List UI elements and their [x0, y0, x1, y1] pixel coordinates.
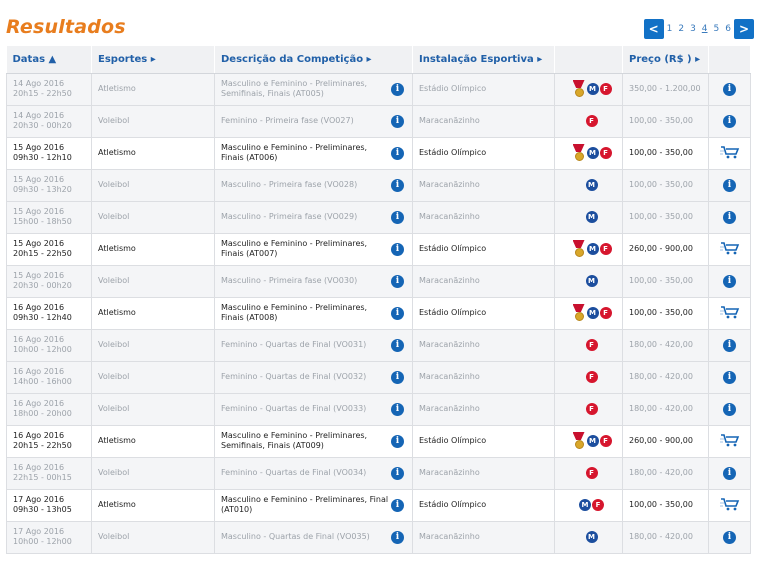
price-cell: 100,00 - 350,00 [623, 297, 709, 329]
action-cell[interactable] [709, 329, 751, 361]
description-cell [215, 265, 413, 297]
description-cell [215, 297, 413, 329]
description-cell [215, 233, 413, 265]
description-cell [215, 393, 413, 425]
action-cell[interactable] [709, 201, 751, 233]
date-text: 15 Ago 2016 [13, 207, 65, 216]
cart-icon [720, 497, 740, 511]
date-cell [7, 457, 92, 489]
info-icon[interactable]: i [391, 307, 404, 320]
venue-cell: Maracanãzinho [413, 201, 555, 233]
female-badge: F [600, 307, 612, 319]
female-badge: F [586, 371, 598, 383]
price-cell: 260,00 - 900,00 [623, 425, 709, 457]
info-icon[interactable]: i [723, 403, 736, 416]
male-badge: M [587, 243, 599, 255]
action-cell[interactable] [709, 393, 751, 425]
price-cell: 180,00 - 420,00 [623, 457, 709, 489]
results-table [6, 46, 751, 554]
price-cell: 100,00 - 350,00 [623, 105, 709, 137]
date-cell [7, 521, 92, 553]
description-cell [215, 73, 413, 105]
sport-cell: Voleibol [92, 265, 215, 297]
description-cell [215, 489, 413, 521]
info-icon[interactable]: i [391, 243, 404, 256]
action-cell[interactable] [709, 457, 751, 489]
date-cell [7, 489, 92, 521]
info-icon[interactable]: i [391, 275, 404, 288]
page-link-1[interactable]: 1 [666, 24, 673, 34]
date-cell [7, 329, 92, 361]
table-row [7, 361, 751, 393]
date-text: 15 Ago 2016 [13, 175, 65, 184]
action-cell[interactable] [709, 233, 751, 265]
col-header-datas[interactable]: Datas ▲ [7, 46, 92, 73]
action-cell[interactable] [709, 137, 751, 169]
info-icon[interactable]: i [391, 211, 404, 224]
time-text: 10h00 - 12h00 [13, 537, 72, 546]
description-text: Masculino e Feminino - Preliminares, Finais (AT007) [221, 239, 368, 258]
cart-icon [720, 433, 740, 447]
sport-cell: Atletismo [92, 489, 215, 521]
event-icons-cell [555, 137, 623, 169]
date-cell [7, 233, 92, 265]
date-cell [7, 73, 92, 105]
description-text: Feminino - Primeira fase (VO027) [221, 116, 354, 125]
table-header-row [7, 46, 751, 73]
date-cell [7, 137, 92, 169]
description-cell [215, 329, 413, 361]
venue-cell: Maracanãzinho [413, 329, 555, 361]
info-icon[interactable]: i [391, 403, 404, 416]
event-icons-cell [555, 329, 623, 361]
col-header-action [709, 46, 751, 73]
female-badge: F [586, 467, 598, 479]
table-row [7, 393, 751, 425]
date-text: 15 Ago 2016 [13, 271, 65, 280]
results-header [0, 0, 760, 44]
female-badge: F [592, 499, 604, 511]
info-icon[interactable]: i [723, 211, 736, 224]
action-cell[interactable] [709, 105, 751, 137]
description-text: Masculino e Feminino - Preliminares, Finais (AT008) [221, 303, 368, 322]
table-row [7, 489, 751, 521]
action-cell[interactable] [709, 361, 751, 393]
info-icon[interactable]: i [391, 467, 404, 480]
event-icons-cell [555, 489, 623, 521]
female-badge: F [586, 115, 598, 127]
table-row [7, 265, 751, 297]
description-cell [215, 201, 413, 233]
description-text: Masculino - Primeira fase (VO030) [221, 276, 358, 285]
description-cell [215, 361, 413, 393]
action-cell[interactable] [709, 169, 751, 201]
date-cell [7, 169, 92, 201]
sport-cell: Atletismo [92, 425, 215, 457]
venue-cell: Estádio Olímpico [413, 425, 555, 457]
table-row [7, 521, 751, 553]
event-icons-cell [555, 233, 623, 265]
cart-icon [720, 145, 740, 159]
description-cell [215, 521, 413, 553]
description-text: Feminino - Quartas de Final (VO031) [221, 340, 367, 349]
male-badge: M [587, 83, 599, 95]
price-cell: 100,00 - 350,00 [623, 201, 709, 233]
info-icon[interactable]: i [391, 499, 404, 512]
sport-cell: Atletismo [92, 137, 215, 169]
table-row [7, 137, 751, 169]
info-icon[interactable]: i [391, 435, 404, 448]
medal-icon [572, 80, 586, 98]
event-icons-cell [555, 169, 623, 201]
date-text: 14 Ago 2016 [13, 79, 65, 88]
next-page-button[interactable]: > [734, 19, 754, 39]
event-icons-cell [555, 393, 623, 425]
description-text: Feminino - Quartas de Final (VO032) [221, 372, 367, 381]
time-text: 20h30 - 00h20 [13, 121, 72, 130]
sport-cell: Voleibol [92, 329, 215, 361]
sport-cell: Voleibol [92, 361, 215, 393]
sport-cell: Atletismo [92, 297, 215, 329]
description-text: Feminino - Quartas de Final (VO033) [221, 404, 367, 413]
date-cell [7, 265, 92, 297]
description-cell [215, 169, 413, 201]
sport-cell: Voleibol [92, 105, 215, 137]
date-cell [7, 297, 92, 329]
description-text: Masculino e Feminino - Preliminares, Finais (AT006) [221, 143, 368, 162]
male-badge: M [586, 179, 598, 191]
male-badge: M [586, 275, 598, 287]
info-icon[interactable]: i [391, 83, 404, 96]
date-text: 16 Ago 2016 [13, 399, 65, 408]
date-text: 16 Ago 2016 [13, 463, 65, 472]
description-cell [215, 457, 413, 489]
price-cell: 180,00 - 420,00 [623, 361, 709, 393]
venue-cell: Estádio Olímpico [413, 233, 555, 265]
time-text: 10h00 - 12h00 [13, 345, 72, 354]
price-cell: 100,00 - 350,00 [623, 137, 709, 169]
action-cell[interactable] [709, 425, 751, 457]
date-text: 16 Ago 2016 [13, 367, 65, 376]
event-icons-cell [555, 425, 623, 457]
description-text: Masculino e Feminino - Preliminares, Semifinais, Finais (AT009) [221, 431, 368, 450]
info-icon[interactable]: i [391, 179, 404, 192]
description-cell [215, 137, 413, 169]
female-badge: F [586, 339, 598, 351]
table-row [7, 457, 751, 489]
table-row [7, 425, 751, 457]
date-cell [7, 425, 92, 457]
pagination [644, 18, 754, 40]
info-icon[interactable]: i [391, 339, 404, 352]
event-icons-cell [555, 201, 623, 233]
event-icons-cell [555, 265, 623, 297]
date-text: 17 Ago 2016 [13, 527, 65, 536]
price-cell: 260,00 - 900,00 [623, 233, 709, 265]
date-text: 15 Ago 2016 [13, 143, 65, 152]
price-cell: 180,00 - 420,00 [623, 521, 709, 553]
venue-cell: Estádio Olímpico [413, 137, 555, 169]
prev-page-button[interactable]: < [644, 19, 664, 39]
female-badge: F [600, 147, 612, 159]
time-text: 14h00 - 16h00 [13, 377, 72, 386]
date-cell [7, 105, 92, 137]
table-row [7, 233, 751, 265]
male-badge: M [586, 211, 598, 223]
venue-cell: Maracanãzinho [413, 361, 555, 393]
info-icon[interactable]: i [723, 115, 736, 128]
table-row [7, 73, 751, 105]
time-text: 20h15 - 22h50 [13, 89, 72, 98]
male-badge: M [586, 531, 598, 543]
col-header-descricao[interactable]: Descrição da Competição ▸ [215, 46, 413, 73]
time-text: 09h30 - 12h10 [13, 153, 72, 162]
event-icons-cell [555, 457, 623, 489]
sport-cell: Atletismo [92, 73, 215, 105]
table-row [7, 201, 751, 233]
price-cell: 100,00 - 350,00 [623, 489, 709, 521]
event-icons-cell [555, 361, 623, 393]
venue-cell: Maracanãzinho [413, 265, 555, 297]
info-icon[interactable]: i [391, 115, 404, 128]
female-badge: F [600, 435, 612, 447]
venue-cell: Maracanãzinho [413, 105, 555, 137]
time-text: 09h30 - 12h40 [13, 313, 72, 322]
info-icon[interactable]: i [723, 531, 736, 544]
price-cell: 350,00 - 1.200,00 [623, 73, 709, 105]
date-text: 17 Ago 2016 [13, 495, 65, 504]
sport-cell: Voleibol [92, 169, 215, 201]
info-icon[interactable]: i [391, 371, 404, 384]
sport-cell: Atletismo [92, 233, 215, 265]
col-header-preco[interactable]: Preço (R$ ) ▸ [623, 46, 709, 73]
price-cell: 180,00 - 420,00 [623, 329, 709, 361]
time-text: 09h30 - 13h05 [13, 505, 72, 514]
table-row [7, 105, 751, 137]
female-badge: F [586, 403, 598, 415]
time-text: 20h15 - 22h50 [13, 249, 72, 258]
price-cell: 100,00 - 350,00 [623, 169, 709, 201]
male-badge: M [587, 435, 599, 447]
date-text: 15 Ago 2016 [13, 239, 65, 248]
event-icons-cell [555, 297, 623, 329]
description-cell [215, 105, 413, 137]
description-text: Feminino - Quartas de Final (VO034) [221, 468, 367, 477]
action-cell[interactable] [709, 265, 751, 297]
date-text: 16 Ago 2016 [13, 303, 65, 312]
action-cell[interactable] [709, 297, 751, 329]
action-cell[interactable] [709, 521, 751, 553]
sport-cell: Voleibol [92, 521, 215, 553]
female-badge: F [600, 83, 612, 95]
info-icon[interactable]: i [723, 371, 736, 384]
info-icon[interactable]: i [723, 467, 736, 480]
price-cell: 180,00 - 420,00 [623, 393, 709, 425]
time-text: 18h00 - 20h00 [13, 409, 72, 418]
medal-icon [572, 144, 586, 162]
event-icons-cell [555, 521, 623, 553]
page-link-4-current[interactable]: 4 [701, 24, 708, 34]
time-text: 09h30 - 13h20 [13, 185, 72, 194]
cart-icon [720, 305, 740, 319]
table-row [7, 297, 751, 329]
col-header-instalacao[interactable]: Instalação Esportiva ▸ [413, 46, 555, 73]
info-icon[interactable]: i [391, 531, 404, 544]
male-badge: M [587, 307, 599, 319]
sport-cell: Voleibol [92, 201, 215, 233]
description-text: Masculino - Primeira fase (VO028) [221, 180, 358, 189]
male-badge: M [587, 147, 599, 159]
date-text: 16 Ago 2016 [13, 431, 65, 440]
venue-cell: Maracanãzinho [413, 457, 555, 489]
page-link-3[interactable]: 3 [690, 24, 696, 34]
description-text: Masculino e Feminino - Preliminares, Semifinais, Finais (AT005) [221, 79, 368, 98]
table-row [7, 169, 751, 201]
medal-icon [572, 240, 586, 258]
page-link-5[interactable]: 5 [713, 24, 720, 34]
info-icon[interactable]: i [723, 275, 736, 288]
description-text: Masculino - Primeira fase (VO029) [221, 212, 358, 221]
page-title: Resultados [6, 16, 126, 38]
cart-icon [720, 241, 740, 255]
info-icon[interactable]: i [723, 339, 736, 352]
medal-icon [572, 432, 586, 450]
page-link-2[interactable]: 2 [678, 24, 685, 34]
col-header-icons [555, 46, 623, 73]
price-cell: 100,00 - 350,00 [623, 265, 709, 297]
time-text: 22h15 - 00h15 [13, 473, 72, 482]
date-cell [7, 361, 92, 393]
date-text: 14 Ago 2016 [13, 111, 65, 120]
info-icon[interactable]: i [723, 83, 736, 96]
description-text: Masculino - Quartas de Final (VO035) [221, 532, 370, 541]
action-cell[interactable] [709, 489, 751, 521]
description-cell [215, 425, 413, 457]
date-cell [7, 393, 92, 425]
page-link-6[interactable]: 6 [725, 24, 731, 34]
venue-cell: Estádio Olímpico [413, 297, 555, 329]
medal-icon [572, 304, 586, 322]
description-text: Masculino e Feminino - Preliminares, Final (AT010) [221, 495, 389, 514]
time-text: 20h30 - 00h20 [13, 281, 72, 290]
info-icon[interactable]: i [391, 147, 404, 160]
time-text: 20h15 - 22h50 [13, 441, 72, 450]
male-badge: M [579, 499, 591, 511]
info-icon[interactable]: i [723, 179, 736, 192]
venue-cell: Maracanãzinho [413, 393, 555, 425]
date-cell [7, 201, 92, 233]
venue-cell: Estádio Olímpico [413, 73, 555, 105]
date-text: 16 Ago 2016 [13, 335, 65, 344]
sport-cell: Voleibol [92, 393, 215, 425]
event-icons-cell [555, 105, 623, 137]
time-text: 15h00 - 18h50 [13, 217, 72, 226]
sport-cell: Voleibol [92, 457, 215, 489]
venue-cell: Estádio Olímpico [413, 489, 555, 521]
action-cell[interactable] [709, 73, 751, 105]
venue-cell: Maracanãzinho [413, 521, 555, 553]
col-header-esportes[interactable]: Esportes ▸ [92, 46, 215, 73]
female-badge: F [600, 243, 612, 255]
table-row [7, 329, 751, 361]
event-icons-cell [555, 73, 623, 105]
venue-cell: Maracanãzinho [413, 169, 555, 201]
